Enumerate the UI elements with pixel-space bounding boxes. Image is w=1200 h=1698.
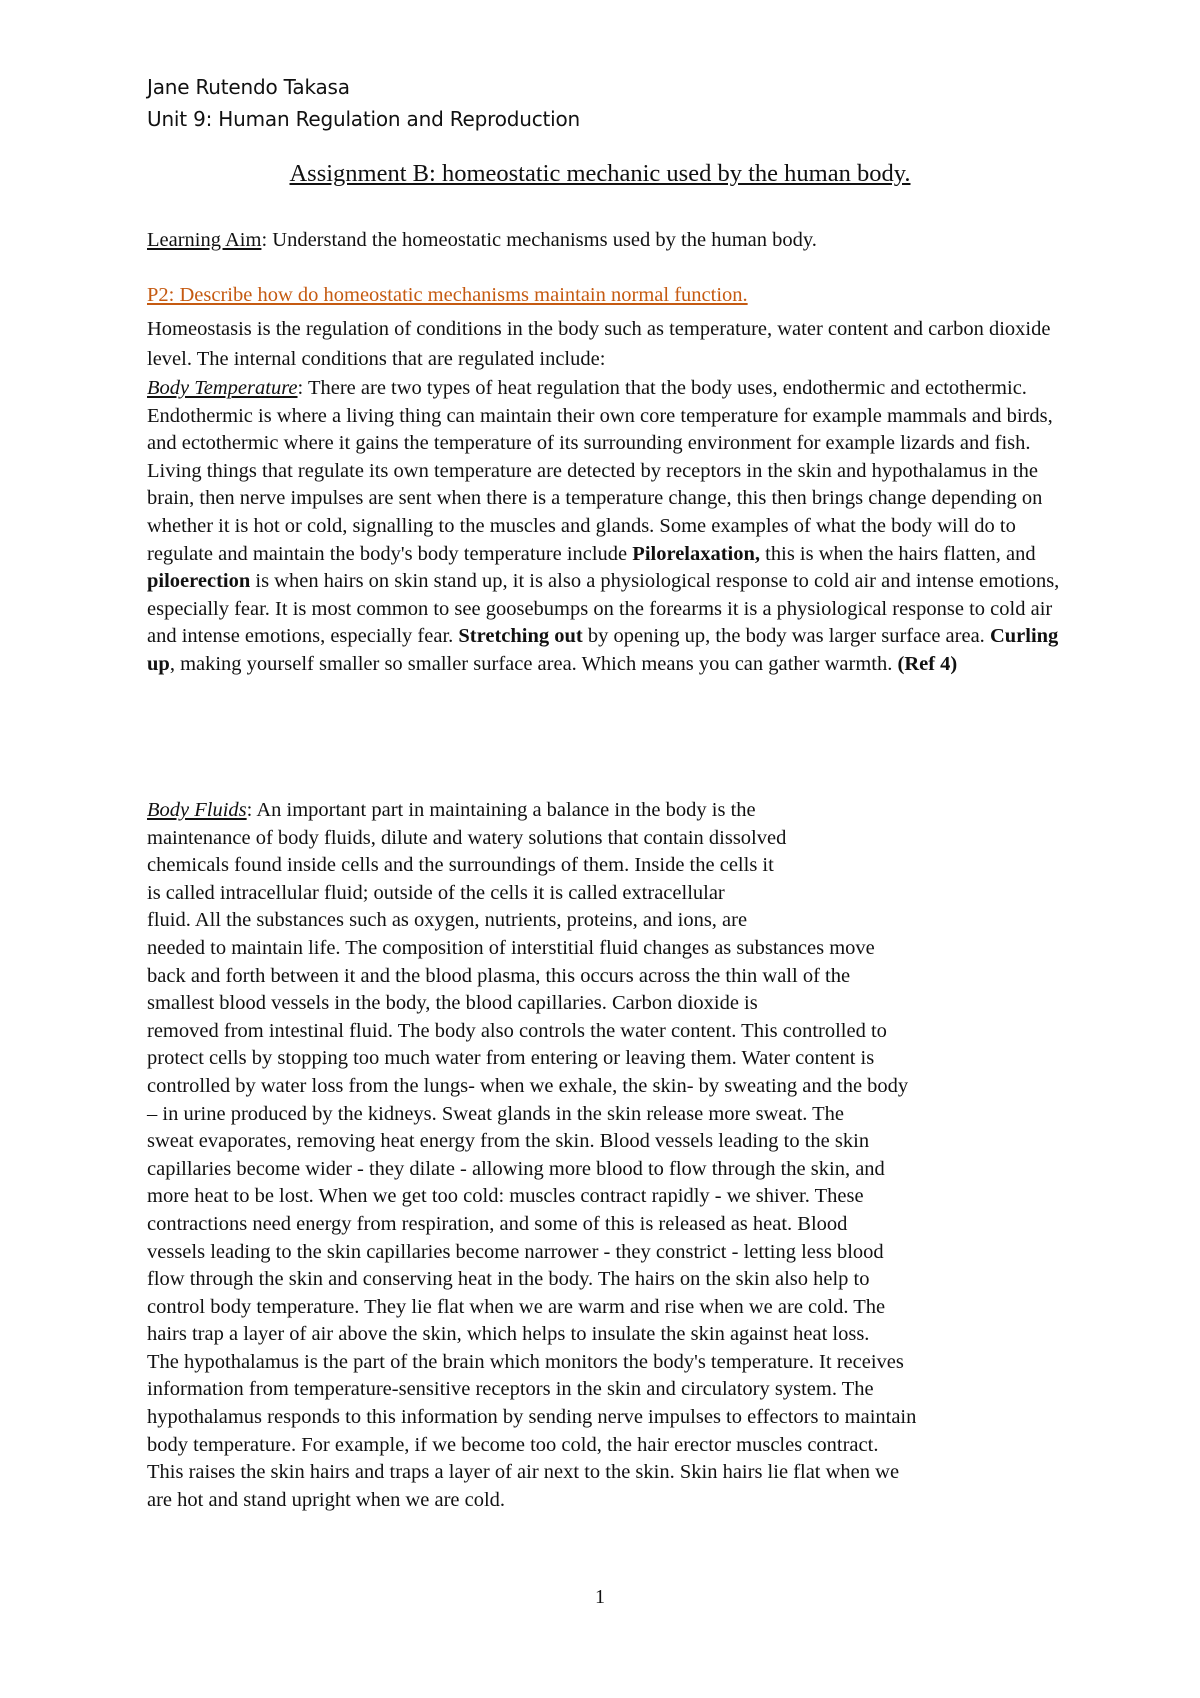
body-fluids-line: This raises the skin hairs and traps a layer of air next to the skin. Skin hairs lie flat when we: [147, 1461, 900, 1484]
body-fluids-line: hypothalamus responds to this information by sending nerve impulses to effectors to maintain: [147, 1406, 917, 1429]
body-temperature-label: Body Temperature: [147, 377, 298, 399]
body-fluids-line: control body temperature. They lie flat when we are warm and rise when we are cold. The: [147, 1295, 886, 1318]
body-fluids-line: flow through the skin and conserving heat in the body. The hairs on the skin also help to: [147, 1268, 870, 1291]
body-temperature-text-3: is when hairs on skin stand up, it is also a physiological response to cold air and intense emotions, especially fear. It is most common to see goosebumps on the forearms it is a physiological response to cold air and intense emotions, especially fear.: [147, 570, 1060, 648]
body-temperature-text-4: by opening up, the body was larger surface area.: [582, 625, 990, 648]
piloerection-term: piloerection: [147, 570, 251, 593]
curling-up-term: Curling up: [147, 625, 1059, 675]
body-fluids-line: maintenance of body fluids, dilute and watery solutions that contain dissolved: [147, 826, 787, 849]
body-fluids-line: chemicals found inside cells and the surroundings of them. Inside the cells it: [147, 854, 774, 877]
body-fluids-line: fluid. All the substances such as oxygen, nutrients, proteins, and ions, are: [147, 909, 748, 932]
body-temperature-text-2: this is when the hairs flatten, and: [760, 542, 1036, 565]
reference-marker: (Ref 4): [897, 652, 958, 675]
p2-heading: P2: Describe how do homeostatic mechanisms maintain normal function.: [147, 284, 748, 306]
body-fluids-label: Body Fluids: [147, 799, 247, 821]
body-fluids-line: [147, 797, 1067, 825]
body-fluids-line: are hot and stand upright when we are cold.: [147, 1488, 506, 1511]
body-fluids-line: protect cells by stopping too much water from entering or leaving them. Water content is: [147, 1047, 875, 1070]
learning-aim: [147, 226, 1067, 254]
intro-paragraph: Homeostasis is the regulation of conditions in the body such as temperature, water content and carbon dioxide level. The internal conditions that are regulated include:: [147, 318, 1051, 370]
body-fluids-line: The hypothalamus is the part of the brain which monitors the body's temperature. It receives: [147, 1350, 904, 1373]
body-fluids-line: hairs trap a layer of air above the skin, which helps to insulate the skin against heat loss.: [147, 1323, 870, 1346]
body-fluids-line: contractions need energy from respiration, and some of this is released as heat. Blood: [147, 1212, 848, 1235]
author-name: Jane Rutendo Takasa: [147, 75, 350, 99]
body-fluids-line: sweat evaporates, removing heat energy from the skin. Blood vessels leading to the skin: [147, 1130, 870, 1153]
pilorelaxation-term: Pilorelaxation,: [632, 542, 761, 565]
body-fluids-line: capillaries become wider - they dilate - allowing more blood to flow through the skin, and: [147, 1157, 885, 1180]
unit-title: Unit 9: Human Regulation and Reproduction: [147, 107, 581, 131]
learning-aim-label: Learning Aim: [147, 229, 262, 251]
body-fluids-line: more heat to be lost. When we get too cold: muscles contract rapidly - we shiver. These: [147, 1185, 864, 1208]
body-temperature-text-5: , making yourself smaller so smaller surface area. Which means you can gather warmth.: [169, 652, 898, 675]
document-header: [147, 71, 580, 135]
body-fluids-line: removed from intestinal fluid. The body also controls the water content. This controlled to: [147, 1019, 887, 1042]
body-fluids-line: controlled by water loss from the lungs- when we exhale, the skin- by sweating and the body: [147, 1074, 909, 1097]
learning-aim-text: : Understand the homeostatic mechanisms used by the human body.: [261, 229, 817, 251]
body-fluids-line: smallest blood vessels in the body, the blood capillaries. Carbon dioxide is: [147, 992, 758, 1015]
body-fluids-line: – in urine produced by the kidneys. Sweat glands in the skin release more sweat. The: [147, 1102, 845, 1125]
body-fluids-line: is called intracellular fluid; outside of the cells it is called extracellular: [147, 881, 725, 904]
body-fluids-line: needed to maintain life. The composition of interstitial fluid changes as substances move: [147, 936, 875, 959]
body-fluids-paragraph: [147, 797, 1067, 1514]
body-fluids-line-text: : An important part in maintaining a balance in the body is the: [246, 799, 756, 821]
body-fluids-line: information from temperature-sensitive receptors in the skin and circulatory system. The: [147, 1378, 874, 1401]
body-fluids-line: vessels leading to the skin capillaries become narrower - they constrict - letting less blood: [147, 1240, 884, 1263]
body-fluids-line: back and forth between it and the blood plasma, this occurs across the thin wall of the: [147, 964, 851, 987]
body-temperature-text-1: : There are two types of heat regulation that the body uses, endothermic and ectothermic. Endothermic is where a living thing can maintain their own core temperature for example mammals and birds, and ectothermic where it gains the temperature of its surrounding environment for example lizards and fish. Living things that regulate its own temperature are detected by receptors in the skin and hypothalamus in the brain, then nerve impulses are sent when there is a temperature change, this then brings change depending on whether it is hot or cold, signalling to the muscles and glands. Some examples of what the body will do to regulate and maintain the body's body temperature include: [147, 377, 1053, 565]
page-number: 1: [595, 1586, 605, 1608]
body-temperature-paragraph: [147, 375, 1067, 679]
assignment-title: Assignment B: homeostatic mechanic used by the human body.: [289, 160, 911, 187]
stretching-out-term: Stretching out: [458, 625, 583, 648]
body-fluids-line: body temperature. For example, if we become too cold, the hair erector muscles contract.: [147, 1433, 879, 1456]
